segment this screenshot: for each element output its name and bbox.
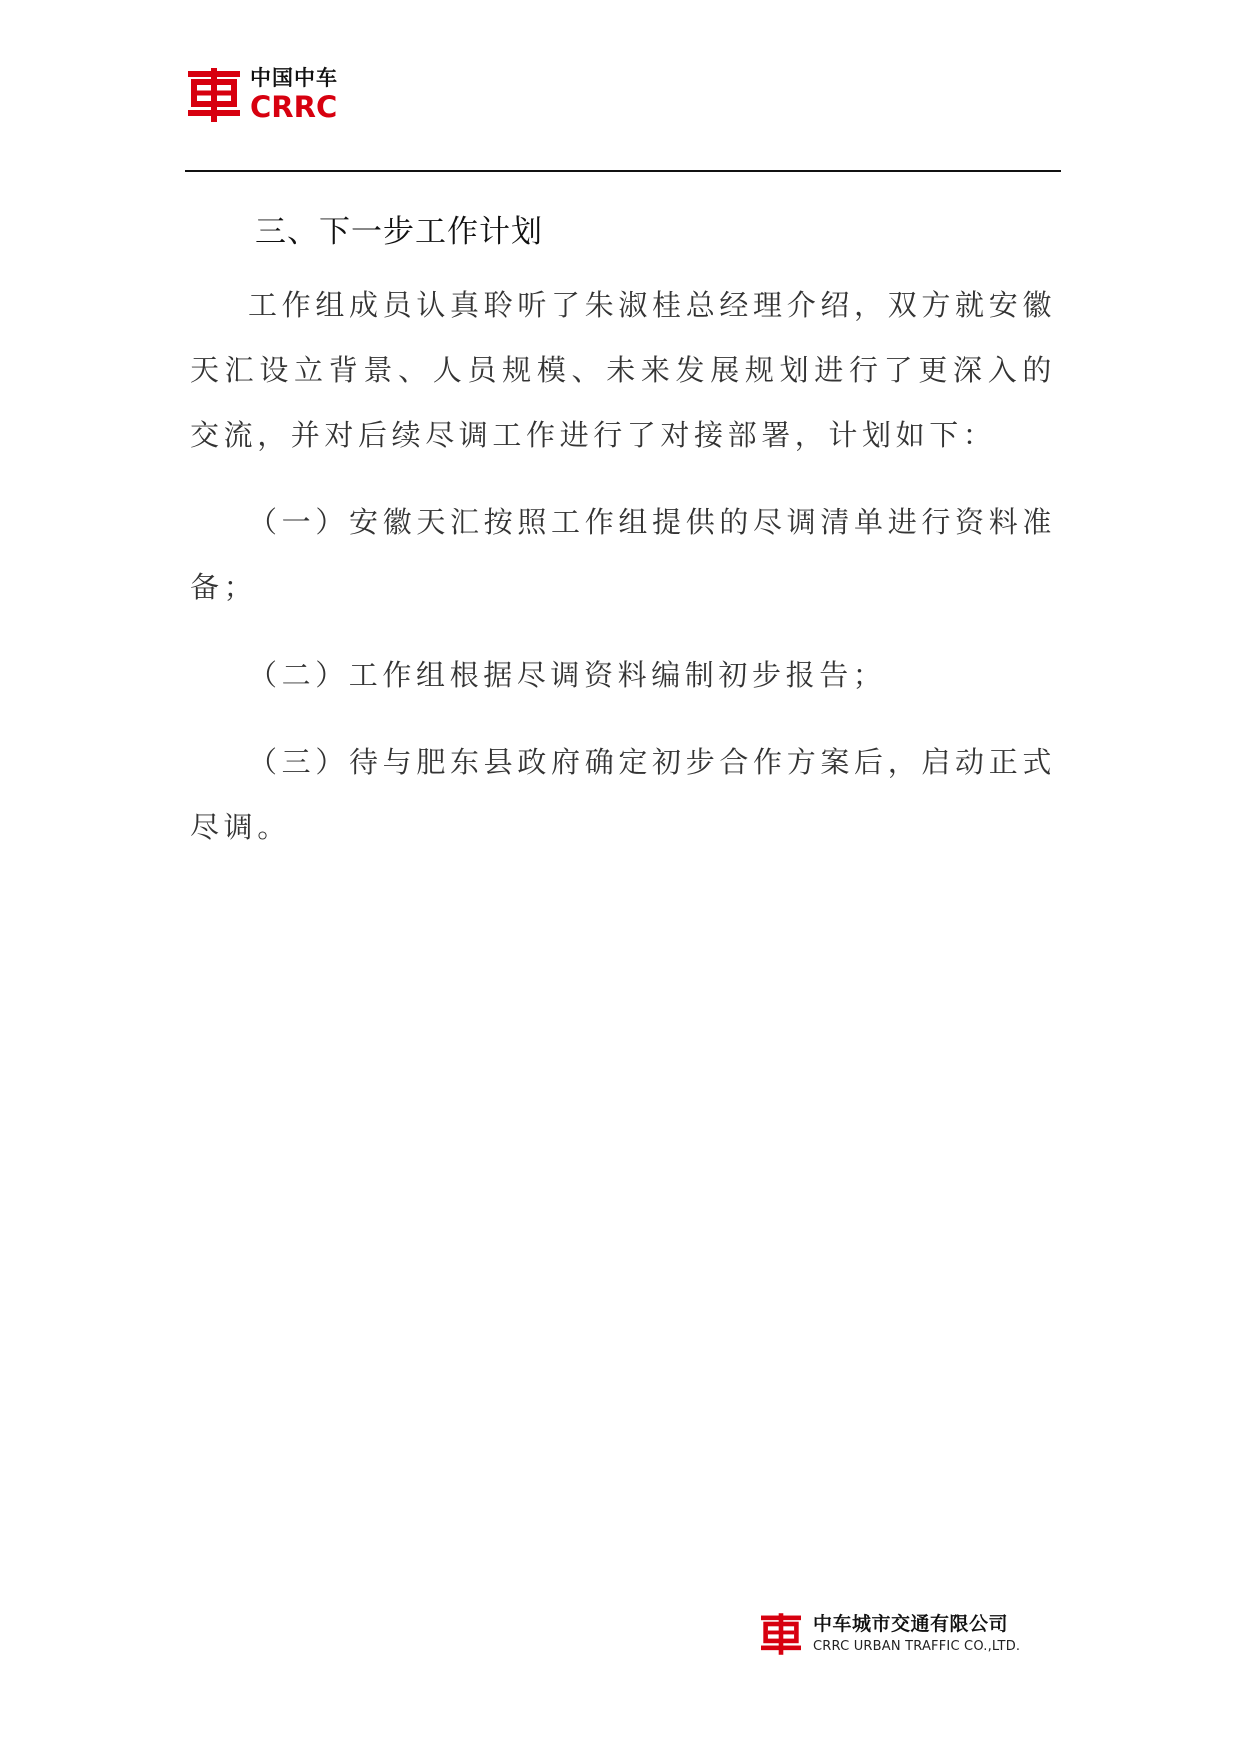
brand-wordmark [250, 68, 338, 122]
crrc-logo-icon [188, 68, 240, 122]
brand-name-en: CRRC [250, 90, 338, 124]
company-name-cn: 中车城市交通有限公司 [813, 1613, 1009, 1635]
intro-paragraph: 工作组成员认真聆听了朱淑桂总经理介绍，双方就安徽天汇设立背景、人员规模、未来发展规划进行了更深入的交流，并对后续尽调工作进行了对接部署，计划如下： [190, 288, 1056, 452]
company-name-en: CRRC URBAN TRAFFIC CO.,LTD. [813, 1639, 1021, 1654]
plan-item-3: （三）待与肥东县政府确定初步合作方案后，启动正式尽调。 [190, 745, 1056, 844]
plan-item-1: （一）安徽天汇按照工作组提供的尽调清单进行资料准备； [190, 505, 1056, 604]
plan-item-2: （二）工作组根据尽调资料编制初步报告； [248, 658, 887, 692]
crrc-logo-icon [761, 1612, 801, 1656]
header-divider [185, 170, 1061, 172]
header-logo [188, 66, 338, 124]
footer-wordmark [813, 1615, 1020, 1653]
section-heading: 三、下一步工作计划 [255, 214, 543, 250]
footer-logo [761, 1612, 1020, 1656]
brand-name-cn: 中国中车 [250, 66, 338, 90]
